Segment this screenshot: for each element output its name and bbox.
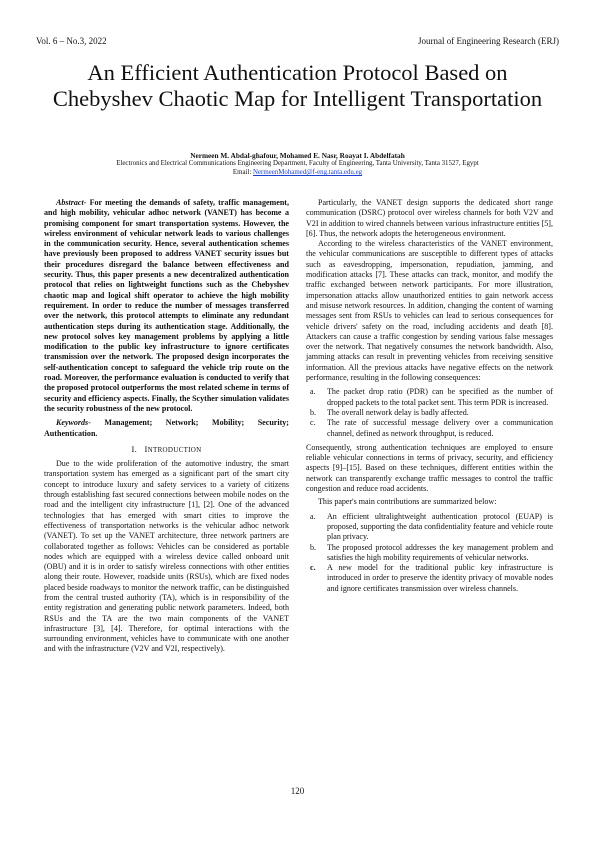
list-item [310,408,553,418]
list-text: The overall network delay is badly affected. [327,407,469,417]
page-number: 120 [290,786,305,796]
paragraph: This paper's main contributions are summarized below: [318,497,497,507]
abstract [44,198,289,414]
list-label: b. [310,407,317,417]
section-heading-introduction [44,444,289,455]
email-link[interactable]: NermeenMohamed@f-eng.tanta.edu.eg [253,169,363,176]
intro-paragraph: Due to the wide proliferation of the automotive industry, the smart transportation system has emerged as a significant part of the smart city concept to introduce luxury and safety services to a variety of citizens through establishing fast secured connections between mobile nodes on the road and the intelligent city infrastructure [1], [2]. One of the advanced technologies that has emerged with smart cities to improve the effectiveness of transportation networks is the vehicular adhoc network (VANET). To set up the VANET architecture, three network partners are collaborated together as follows: Vehicles can be considered as portable nodes which are equipped with a wireless device called onboard unit (OBU) and it is in order to satisfy wireless connections with other entities along their route. However, roadside units (RSUs), which are fixed nodes placed beside roadways to monitor the network traffic, can be distinguished from the central trusted authority (TA), which is in responsibility of the entity registration and generating public network parameters. Indeed, both RSUs and the TA are the two main components of the VANET infrastructure [3], [4]. Therefore, for optimal interactions with the surrounding environment, vehicles have to communicate with one another and with the infrastructure (V2V and V2I, respectively). [44,459,289,654]
author-list: Nermeen M. Abdal-ghafour, Mohamed E. Nasr, Roayat I. Abdelfatah [190,151,405,160]
paragraph: According to the wireless characteristics of the VANET environment, the vehicular communications are susceptible to different types of attacks such as eavesdropping, impersonation, repudiation, jamming, and modification attacks [7]. These attacks can track, monitor, and modify the traffic exchanged between network participants. For more illustration, impersonation attacks allow unauthorized entities to gain network access and misuse network resources. In addition, changing the content of warning messages sent from RSUs to vehicles can lead to serious consequences for vehicle drivers' safety on the road, including accidents and death [8]. Attackers can cause a traffic congestion by sending various false messages over the network. That negatively consumes the network bandwidth. Also, jamming attacks can result in preventing vehicles from receiving sensitive information. All the previous attacks have negative effects on the network performance, resulting in the following consequences: [306,239,553,383]
section-rest: NTRODUCTION [147,445,202,454]
list-item [310,512,553,543]
email-label: Email: [232,169,252,176]
journal-name: Journal of Engineering Research (ERJ) [418,36,559,46]
paragraph: Consequently, strong authentication techniques are employed to ensure reliable vehicular connections in terms of privacy, security, and efficiency aspects [9]–[15]. Based on these techniques, different entities within the network can transparently exchange traffic messages to control the traffic congestion and reduce road accidents. [306,442,553,494]
list-label: a. [310,387,316,397]
list-item [310,387,553,408]
section-numeral: I. [131,443,138,454]
list-text: An efficient ultralightweight authentication protocol (EUAP) is proposed, supporting the data confidentiality feature and vehicle route plan privacy. [327,511,553,542]
list-label: b. [310,542,317,552]
abstract-text: For meeting the demands of safety, traffic management, and high mobility, vehicular adhoc network (VANET) has become a promising component for smart transportation systems. However, the wireless environment of vehicular network leads to various challenges in the communication security. Hence, several authentication schemes have previously been proposed to address VANET security issues but their procedures disregard the balance between effectiveness and security. Thus, this paper presents a new decentralized authentication protocol that relies on lightweight functions such as the Chebyshev chaotic map and logical shift operator to achieve the high mobility requirement. In order to reduce the number of messages transferred over the network, this protocol attempts to eliminate any redundant authentication steps during its authentication stage. Additionally, the new protocol solves key management problems by applying a little modification to the public key infrastructure to ignore certificates transmission over the network. The proposed design incorporates the self-authentication concept to safeguard the vehicle trip route on the road. Moreover, the performance evaluation is conducted to verify that the proposed protocol outperforms the most related scheme in terms of security and efficiency aspects. Finally, the Scyther simulation validates the security robustness of the new protocol. [44,198,289,413]
list-item [310,543,553,564]
paper-title: An Efficient Authentication Protocol Based on Chebyshev Chaotic Map for Intelligent Transportation [52,60,543,111]
keywords-text: Management; Network; Mobility; Security; Authentication. [44,418,289,438]
list-label: c. [310,418,316,428]
list-text: The rate of successful message delivery over a communication channel, defined as network throughput, is reduced. [327,418,553,438]
list-text: A new model for the traditional public key infrastructure is introduced in order to preserve the identity privacy of movable nodes and ignore certificates transmission over wireless channels. [327,563,553,593]
list-item [310,563,553,594]
right-column [306,198,553,598]
contributions-list [306,512,553,594]
abstract-label: Abstract- [56,198,87,207]
list-text: The packet drop ratio (PDR) can be specified as the number of dropped packets to the total packet sent. This term PDR is increased. [327,387,553,407]
paragraph: Particularly, the VANET design supports the dedicated short range communication (DSRC) protocol over wireless channels for both V2V and V2I in addition to wired channels between various infrastructure entities [5], [6]. Thus, the network adopts the heterogeneous environment. [306,198,553,238]
list-label: a. [310,511,316,521]
affiliation: Electronics and Electrical Communications Engineering Department, Faculty of Engineering, Tanta University, Tanta 31527, Egypt [116,160,479,167]
email-line [40,169,555,176]
section-first-letter: I [144,443,148,454]
keywords-label: Keywords- [56,418,91,428]
list-item [310,418,553,439]
keywords [44,418,289,439]
list-text: The proposed protocol addresses the key management problem and satisfies the high mobility requirements of vehicular networks. [327,542,553,562]
journal-volume: Vol. 6 – No.3, 2022 [36,36,107,46]
consequences-list [306,387,553,438]
list-label: c. [310,563,316,573]
left-column [44,198,289,655]
